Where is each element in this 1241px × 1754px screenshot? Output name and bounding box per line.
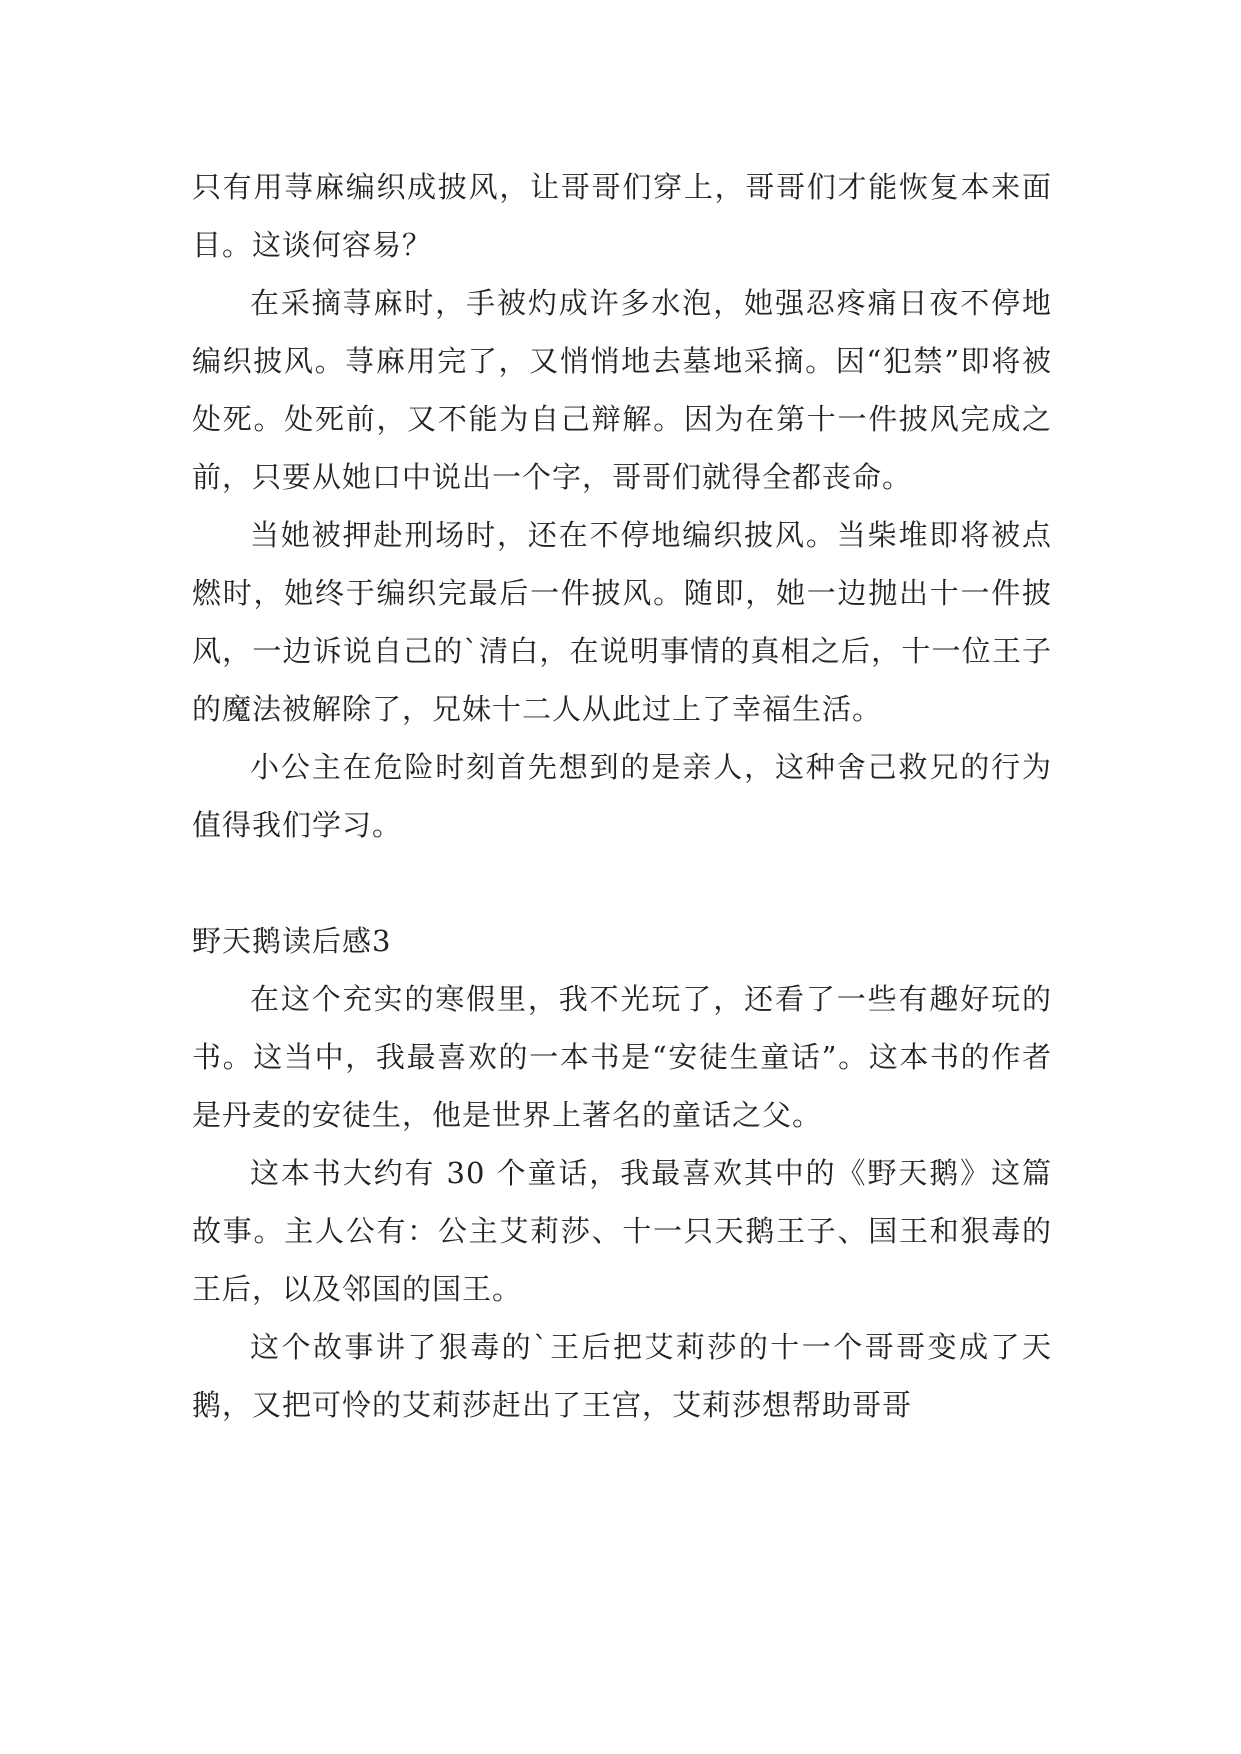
- document-body: [192, 158, 1052, 1434]
- paragraph-continuation: 只有用荨麻编织成披风，让哥哥们穿上，哥哥们才能恢复本来面目。这谈何容易？: [192, 170, 1052, 262]
- paragraph: 这个故事讲了狠毒的`王后把艾莉莎的十一个哥哥变成了天鹅，又把可怜的艾莉莎赶出了王宫，艾莉莎想帮助哥哥: [192, 1330, 1052, 1422]
- section-title: 野天鹅读后感3: [192, 924, 392, 958]
- paragraph: 在采摘荨麻时，手被灼成许多水泡，她强忍疼痛日夜不停地编织披风。荨麻用完了，又悄悄地去墓地采摘。因“犯禁”即将被处死。处死前，又不能为自己辩解。因为在第十一件披风完成之前，只要从她口中说出一个字，哥哥们就得全都丧命。: [192, 286, 1052, 494]
- paragraph: 小公主在危险时刻首先想到的是亲人，这种舍己救兄的行为值得我们学习。: [192, 750, 1052, 842]
- paragraph: 这本书大约有 30 个童话，我最喜欢其中的《野天鹅》这篇故事。主人公有：公主艾莉莎、十一只天鹅王子、国王和狠毒的王后，以及邻国的国王。: [192, 1156, 1052, 1306]
- paragraph: 在这个充实的寒假里，我不光玩了，还看了一些有趣好玩的书。这当中，我最喜欢的一本书是“安徒生童话”。这本书的作者是丹麦的安徒生，他是世界上著名的童话之父。: [192, 982, 1052, 1132]
- paragraph: 当她被押赴刑场时，还在不停地编织披风。当柴堆即将被点燃时，她终于编织完最后一件披风。随即，她一边抛出十一件披风，一边诉说自己的`清白，在说明事情的真相之后，十一位王子的魔法被解除了，兄妹十二人从此过上了幸福生活。: [192, 518, 1052, 726]
